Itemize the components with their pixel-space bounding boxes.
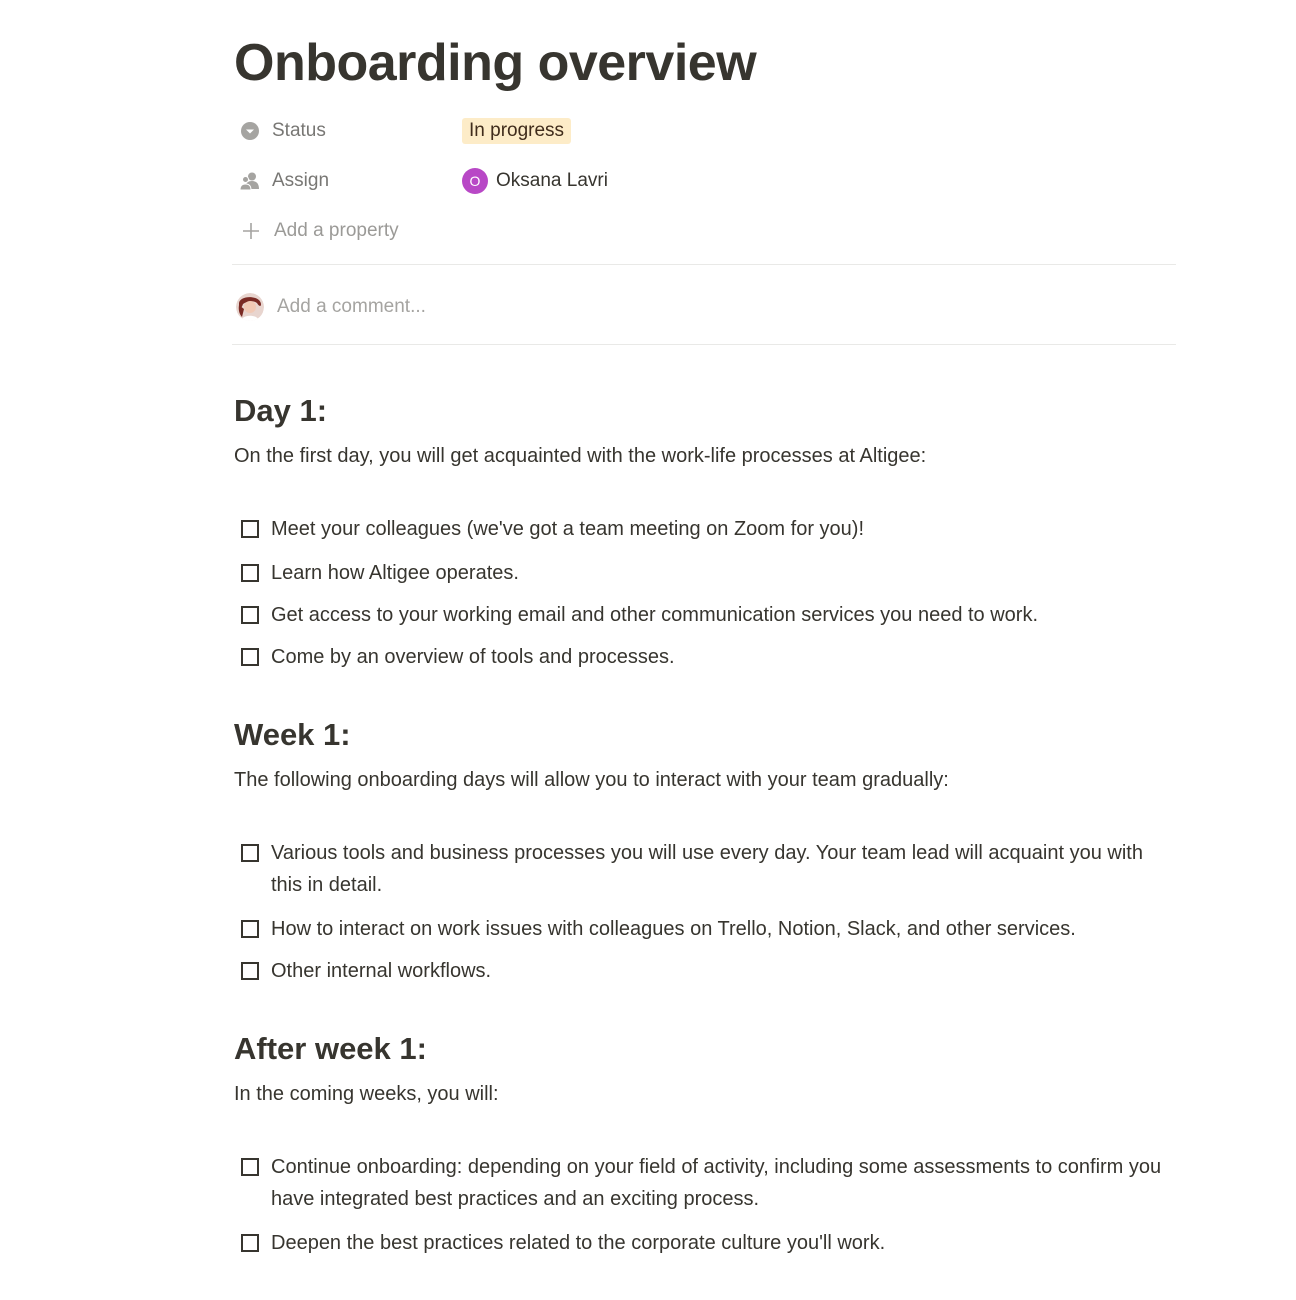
todo-item [234, 838, 1176, 901]
todo-checkbox[interactable] [241, 606, 259, 624]
todo-checkbox[interactable] [241, 920, 259, 938]
property-assign-key[interactable] [234, 170, 462, 192]
people-icon [239, 170, 261, 192]
property-assign-value[interactable] [462, 168, 608, 194]
page-title[interactable]: Onboarding overview [234, 34, 757, 92]
intro-day-1[interactable]: On the first day, you will get acquainted with the work-life processes at Altigee: [234, 445, 927, 467]
todo-text[interactable]: Other internal workflows. [271, 960, 492, 982]
todo-checkbox[interactable] [241, 962, 259, 980]
todo-item [234, 1228, 1176, 1259]
property-status-key[interactable] [234, 120, 462, 142]
todo-item [234, 914, 1176, 945]
comment-input[interactable] [277, 296, 877, 318]
plus-icon [240, 220, 262, 242]
status-icon [239, 120, 261, 142]
todo-item [234, 558, 1176, 589]
heading-week-1[interactable]: Week 1: [234, 717, 351, 752]
assignee-name: Oksana Lavri [496, 170, 608, 191]
todo-text[interactable]: Continue onboarding: depending on your field of activity, including some assessments to confirm you have integrated best practices and an exciting process. [271, 1156, 1162, 1210]
todo-checkbox[interactable] [241, 520, 259, 538]
heading-after-week-1[interactable]: After week 1: [234, 1031, 427, 1066]
todo-checkbox[interactable] [241, 564, 259, 582]
todo-text[interactable]: How to interact on work issues with colleagues on Trello, Notion, Slack, and other services. [271, 918, 1076, 940]
todo-item [234, 1152, 1176, 1215]
todo-text[interactable]: Come by an overview of tools and processes. [271, 646, 675, 668]
divider [232, 344, 1176, 345]
add-property-label: Add a property [274, 220, 399, 241]
todo-checkbox[interactable] [241, 1234, 259, 1252]
divider [232, 264, 1176, 265]
todo-item [234, 956, 1176, 987]
todo-text[interactable]: Various tools and business processes you will use every day. Your team lead will acquaint you with this in detail. [271, 842, 1143, 896]
todo-text[interactable]: Learn how Altigee operates. [271, 562, 519, 584]
todo-checkbox[interactable] [241, 1158, 259, 1176]
intro-after-week-1[interactable]: In the coming weeks, you will: [234, 1083, 499, 1105]
intro-week-1[interactable]: The following onboarding days will allow you to interact with your team gradually: [234, 769, 949, 791]
todo-item [234, 600, 1176, 631]
property-assign-label: Assign [272, 170, 330, 191]
heading-day-1[interactable]: Day 1: [234, 393, 328, 428]
todo-text[interactable]: Deepen the best practices related to the corporate culture you'll work. [271, 1232, 886, 1254]
todo-text[interactable]: Meet your colleagues (we've got a team meeting on Zoom for you)! [271, 518, 864, 540]
todo-item [234, 514, 1176, 545]
todo-checkbox[interactable] [241, 844, 259, 862]
comment-row [234, 290, 877, 324]
todo-checkbox[interactable] [241, 648, 259, 666]
property-status-label: Status [272, 120, 326, 141]
property-assign [234, 164, 934, 198]
add-property-button[interactable] [234, 214, 934, 248]
user-avatar [236, 293, 264, 321]
property-status [234, 114, 934, 148]
property-status-value[interactable] [462, 118, 571, 144]
status-badge[interactable]: In progress [462, 118, 571, 144]
todo-item [234, 642, 1176, 673]
avatar: O [462, 168, 488, 194]
todo-text[interactable]: Get access to your working email and other communication services you need to work. [271, 604, 1039, 626]
